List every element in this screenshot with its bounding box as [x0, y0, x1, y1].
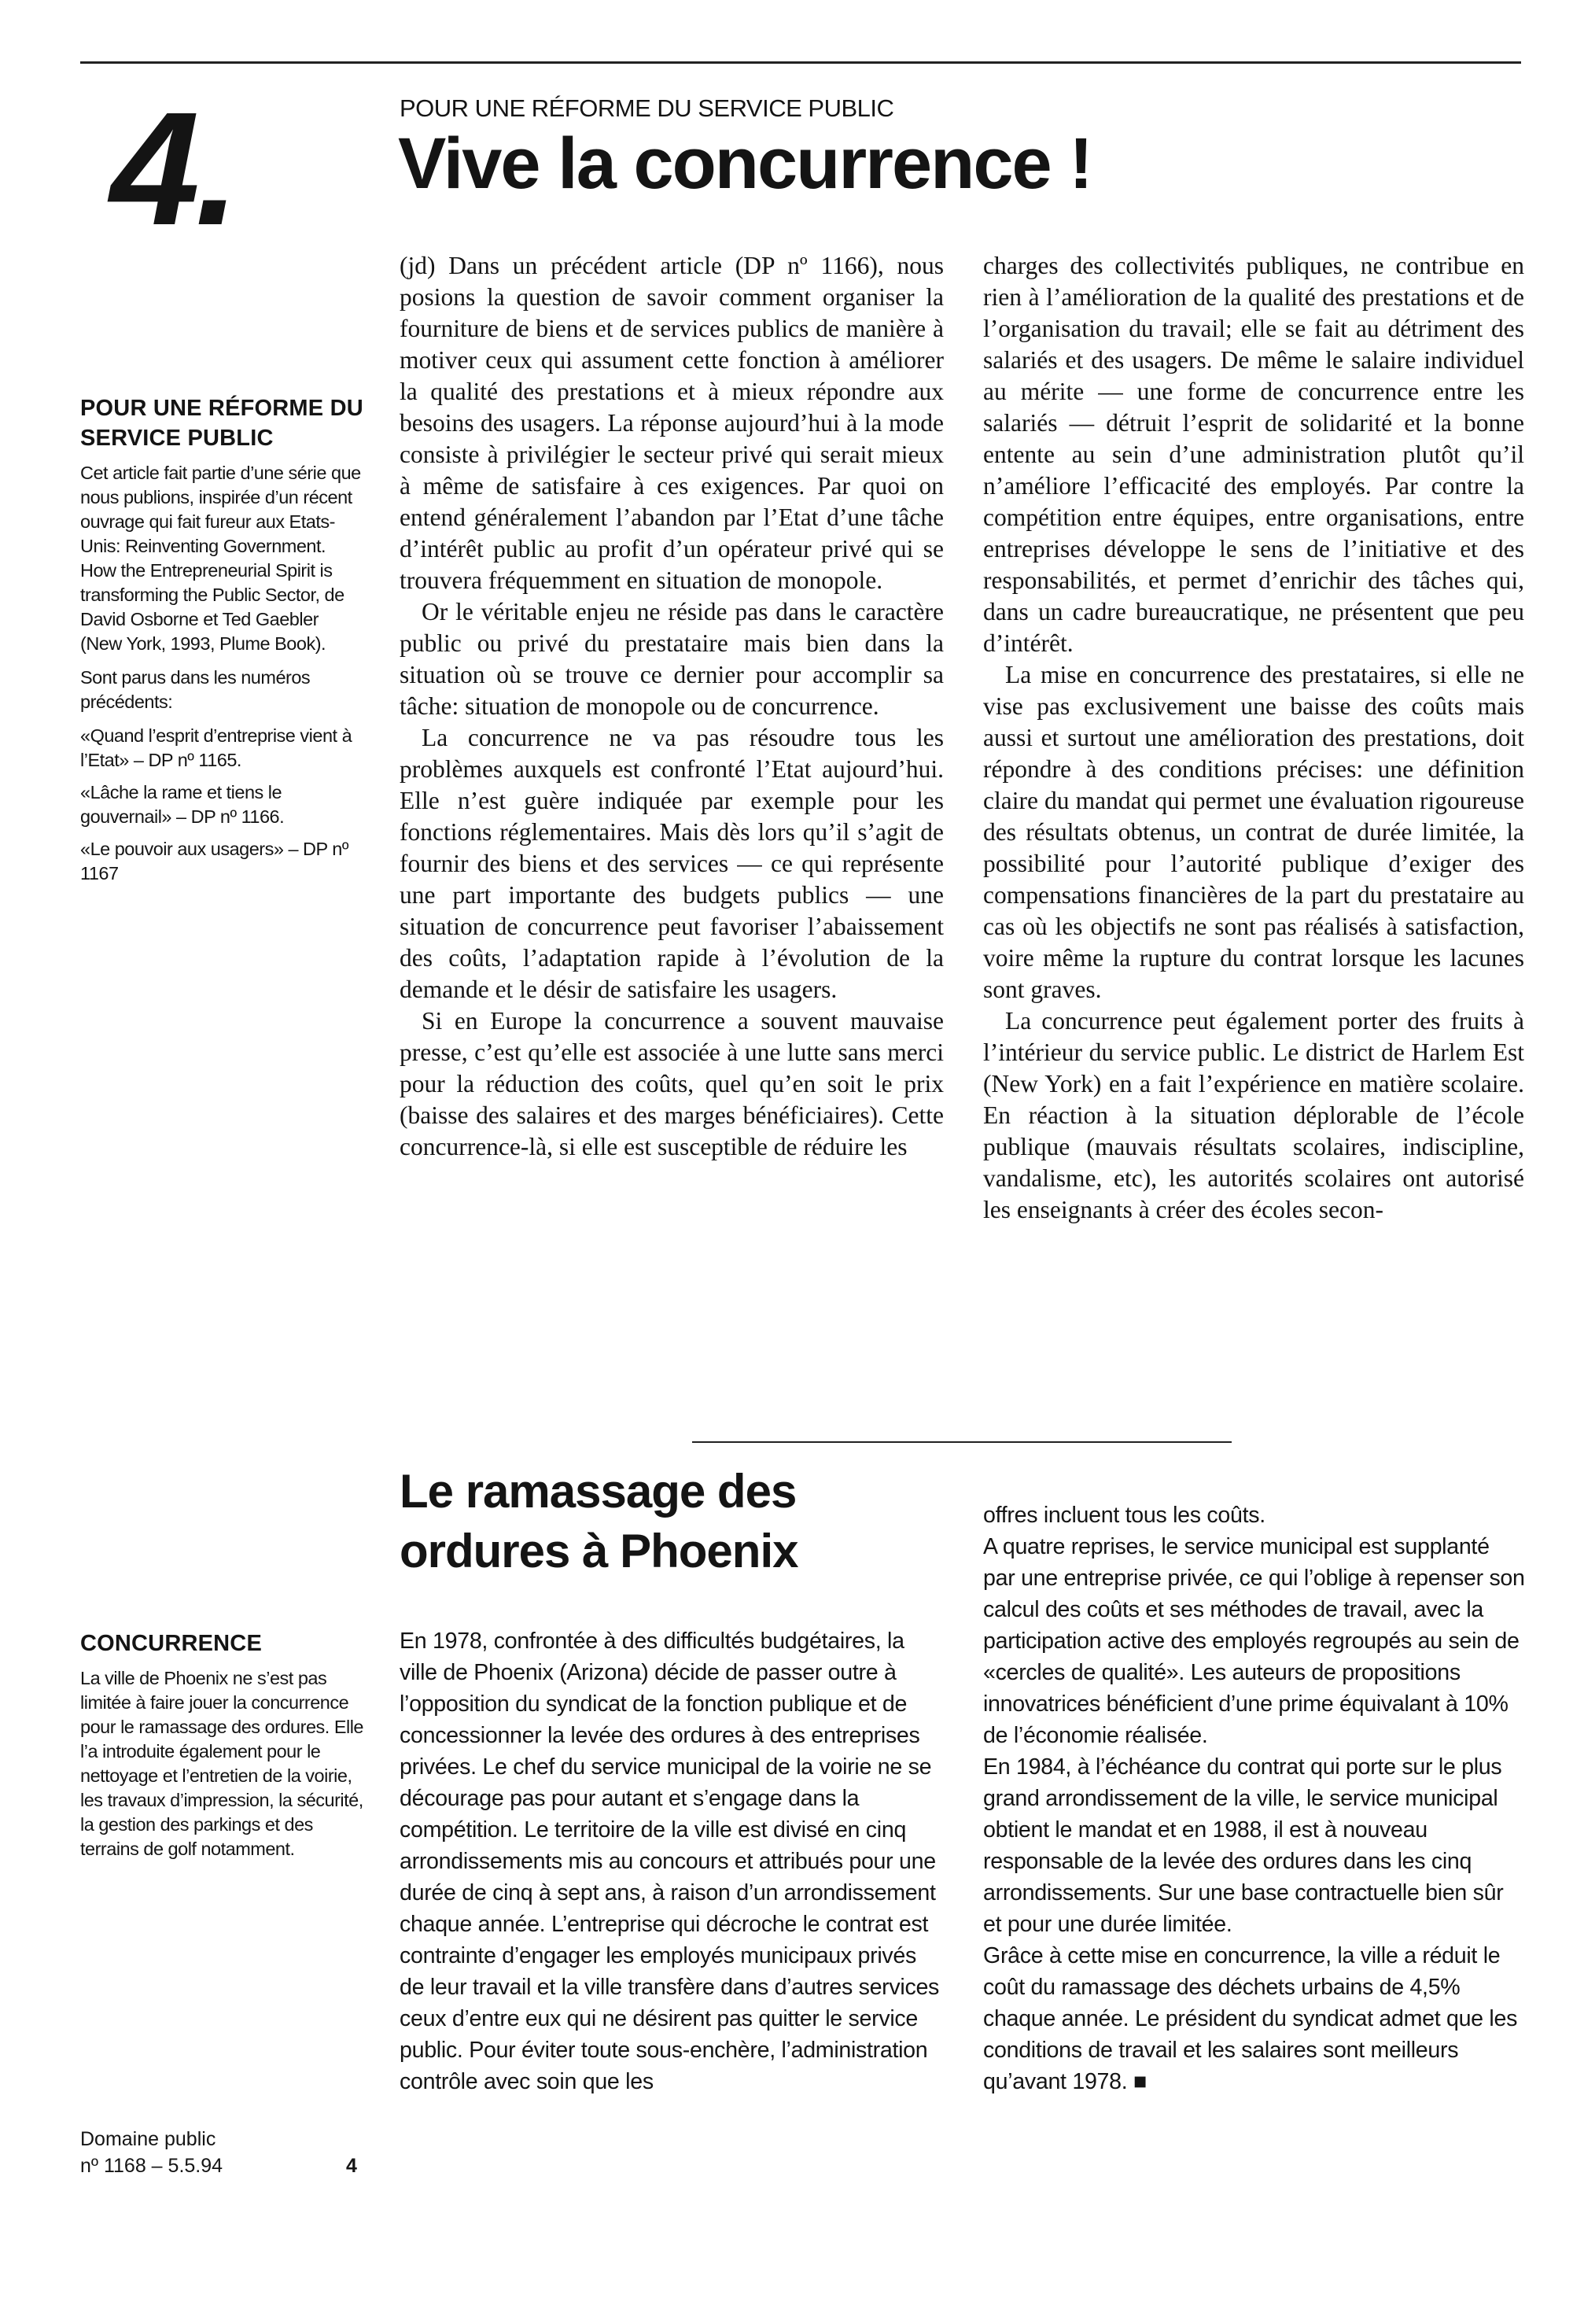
- article-paragraph: offres incluent tous les coûts.: [983, 1503, 1265, 1528]
- top-rule: [80, 61, 1521, 64]
- sidebar-intro: Cet article fait partie d’une série que nous publions, inspirée d’un récent ouvrage qui fait fureur aux Etats-Unis: Reinventing Government. How the Entrepreneurial Spirit is transforming the Public Sector, de David Osborne et Ted Gaebler (New York, 1993, Plume Book).: [80, 463, 361, 654]
- concurrence-sidebar: [80, 1629, 363, 1871]
- article-paragraph: Grâce à cette mise en concurrence, la ville a réduit le coût du ramassage des déchets urbains de 4,5% chaque année. Le président du syndicat admet que les conditions de travail et les salaires sont meilleurs qu’avant 1978. ■: [983, 1943, 1518, 2094]
- sidebar-title: CONCURRENCE: [80, 1631, 262, 1656]
- folio-number: 4: [346, 2155, 357, 2177]
- sidebar-previous-label: Sont parus dans les numéros précédents:: [80, 667, 311, 712]
- sidebar-previous-item: «Le pouvoir aux usagers» – DP nº 1167: [80, 839, 348, 883]
- article-paragraph: charges des collectivités publiques, ne contribue en rien à l’amélioration de la qualité des prestations et de l’organisation du travail; elle se fait au détriment des salariés et des usagers. De même le salaire individuel au mérite — une forme de concurrence entre les salariés — détruit l’esprit de solidarité et la bonne entente au sein d’une administration plutôt qu’il n’améliore l’efficacité des employés. Par contre la compétition entre équipes, entre organisations, entre entreprises développe le sens de l’initiative et des responsabilités, et permet d’enrichir des tâches qui, dans un cadre bureaucratique, ne présentent que peu d’intérêt.: [983, 252, 1524, 657]
- series-sidebar: [80, 393, 363, 894]
- article-paragraph: La concurrence peut également porter des fruits à l’intérieur du service public. Le district de Harlem Est (New York) en a fait l’expérience en matière scolaire. En réaction à la situation déplorable de l’école publique (mauvais résultats scolaires, indiscipline, vandalisme, etc), les autorités scolaires ont autorisé les enseignants à créer des écoles secon-: [983, 1007, 1524, 1223]
- article-paragraph: La concurrence ne va pas résoudre tous les problèmes auxquels est confronté l’Etat aujourd’hui. Elle n’est guère indiquée par exemple pour les fonctions réglementaires. Mais dès lors qu’il s’agit de fournir des biens et des services — ce qui représente une part importante des budgets publics — une situation de concurrence peut favoriser l’abaissement des coûts, l’adaptation rapide à l’évolution de la demande et le désir de satisfaire les usagers.: [400, 724, 944, 1003]
- article-paragraph: Si en Europe la concurrence a souvent mauvaise presse, c’est qu’elle est associée à une lutte sans merci pour la réduction des coûts, quel qu’en soit le prix (baisse des salaires et des marges bénéficiaires). Cette concurrence-là, si elle est susceptible de réduire les: [400, 1007, 944, 1160]
- sidebar-previous-item: «Lâche la rame et tiens le gouvernail» – DP nº 1166.: [80, 782, 285, 827]
- second-article-title: Le ramassage des ordures à Phoenix: [400, 1465, 798, 1577]
- second-article-column-1: [400, 1625, 942, 2097]
- footer: [80, 2126, 357, 2179]
- sidebar-text: La ville de Phoenix ne s’est pas limitée à faire jouer la concurrence pour le ramassage des ordures. Elle l’a introduite également pour le nettoyage et l’entretien de la voirie, les travaux d’impression, la sécurité, la gestion des parkings et des terrains de golf notamment.: [80, 1668, 364, 1859]
- article-column-2: [983, 250, 1524, 1226]
- article-paragraph: En 1978, confrontée à des difficultés budgétaires, la ville de Phoenix (Arizona) décide de passer outre à l’opposition du syndicat de la fonction publique et de concessionner la levée des ordures à des entreprises privées. Le chef du service municipal de la voirie ne se décourage pas pour autant et s’engage dans la compétition. Le territoire de la ville est divisé en cinq arrondissements mis au concours et attribués pour une durée de cinq à sept ans, à raison d’un arrondissement chaque année. L’entreprise qui décroche le contrat est contrainte d’engager les employés municipaux privés de leur travail et la ville transfère dans d’autres services ceux d’entre eux qui ne désirent pas quitter le service public. Pour éviter toute sous-enchère, l’administration contrôle avec soin que les: [400, 1629, 940, 2094]
- article-paragraph: A quatre reprises, le service municipal est supplanté par une entreprise privée, ce qui l’oblige à repenser son calcul des coûts et ses méthodes de travail, avec la participation active des employés regroupés au sein de «cercles de qualité». Les auteurs de propositions innovatrices bénéficient d’une prime équivalant à 10% de l’économie réalisée.: [983, 1534, 1525, 1748]
- sidebar-title: POUR UNE RÉFORME DU SERVICE PUBLIC: [80, 396, 363, 451]
- article-paragraph: (jd) Dans un précédent article (DP nº 1166), nous posions la question de savoir comment organiser la fourniture de biens et de services publics de manière à motiver ceux qui assument cette fonction à améliorer la qualité des prestations et à mieux répondre aux besoins des usagers. La réponse aujourd’hui à la mode consiste à privilégier le secteur privé qui serait mieux à même de satisfaire à ces exigences. Par quoi on entend généralement l’abandon par l’Etat d’une tâche d’intérêt public au profit d’un opérateur privé qui se trouvera fréquemment en situation de monopole.: [400, 252, 944, 594]
- article-column-1: [400, 250, 944, 1163]
- article-paragraph: En 1984, à l’échéance du contrat qui porte sur le plus grand arrondissement de la ville, le service municipal obtient le mandat et en 1988, il est à nouveau responsable de la levée des ordures dans les cinq arrondissements. Sur une base contractuelle bien sûr et pour une durée limitée.: [983, 1754, 1504, 1937]
- section-divider: [692, 1441, 1232, 1443]
- issue-number: nº 1168 – 5.5.94: [80, 2155, 223, 2177]
- publication-name: Domaine public: [80, 2128, 216, 2150]
- article-paragraph: La mise en concurrence des prestataires, si elle ne vise pas exclusivement une baisse des coûts mais aussi et surtout une amélioration des prestations, doit répondre à des conditions précises: une définition claire du mandat qui permet une évaluation rigoureuse des résultats obtenus, un contrat de durée limitée, la possibilité pour l’autorité publique d’exiger des compensations financières de la part du prestataire au cas où les objectifs ne sont pas réalisés à satisfaction, voire même la rupture du contrat lorsque les lacunes sont graves.: [983, 661, 1524, 1003]
- series-heading: POUR UNE RÉFORME DU SERVICE PUBLIC: [400, 94, 894, 122]
- sidebar-previous-item: «Quand l’esprit d’entreprise vient à l’Etat» – DP nº 1165.: [80, 725, 352, 770]
- article-title: Vive la concurrence !: [398, 124, 1092, 204]
- article-paragraph: Or le véritable enjeu ne réside pas dans le caractère public ou privé du prestataire mais bien dans la situation où se trouve ce dernier pour accomplir sa tâche: situation de monopole ou de concurrence.: [400, 598, 944, 720]
- page-number: 4.: [110, 79, 235, 259]
- second-article-column-2: [983, 1500, 1526, 2097]
